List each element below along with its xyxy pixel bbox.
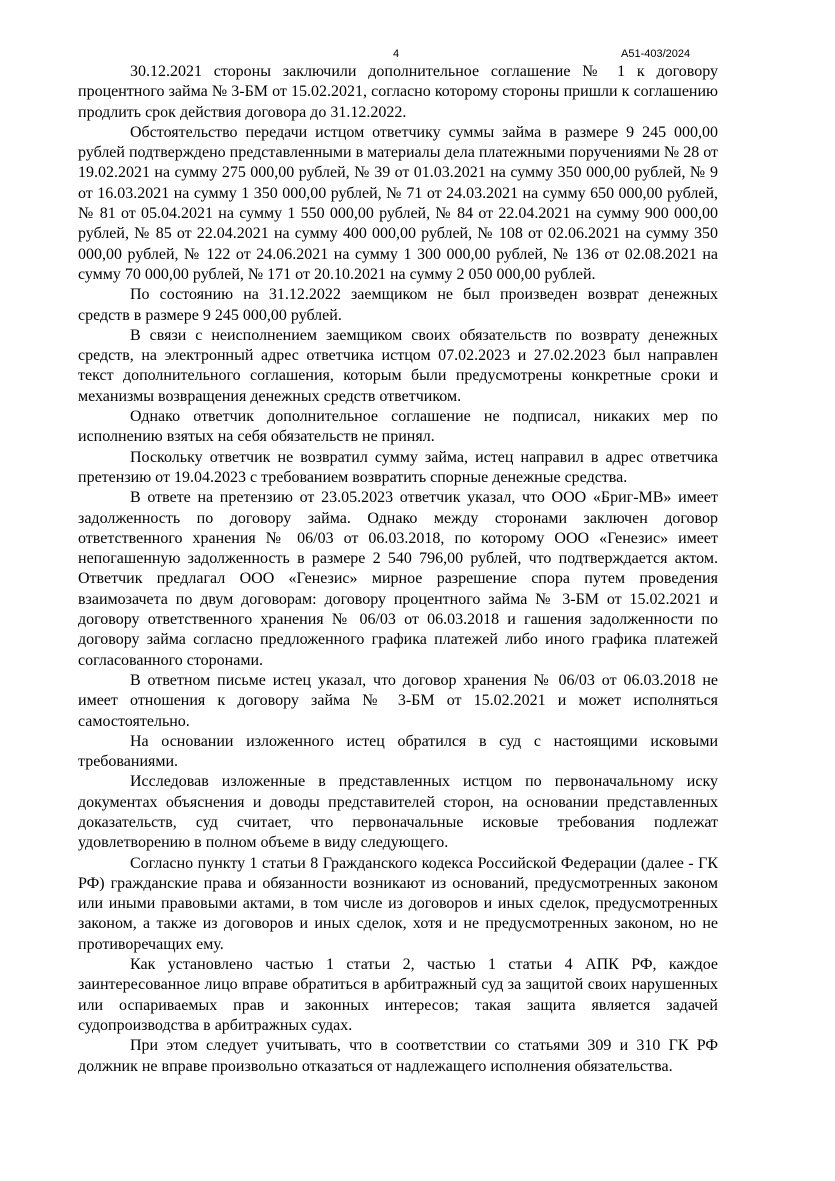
paragraph: В связи с неисполнением заемщиком своих обязательств по возврату денежных средств, на электронный адрес ответчика истцом 07.02.2023 и 27.02.2023 был направлен текст дополнительного соглашения, которым были предусмотрены конкретные сроки и механизмы возвращения денежных средств ответчиком. bbox=[78, 326, 718, 405]
page-number: 4 bbox=[393, 48, 400, 60]
paragraph: 30.12.2021 стороны заключили дополнительное соглашение № 1 к договору процентного займа № 3-БМ от 15.02.2021, согласно которому стороны пришли к соглашению продлить срок действия договора до 31.12.2022. bbox=[78, 63, 718, 121]
paragraph: Обстоятельство передачи истцом ответчику суммы займа в размере 9 245 000,00 рублей подтверждено представленными в материалы дела платежными поручениями № 28 от 19.02.2021 на сумму 275 000,00 рублей, № 39 от 01.03.2021 на сумму 350 000,00 рублей, № 9 от 16.03.2021 на сумму 1 350 000,00 рублей, № 71 от 24.03.2021 на сумму 650 000,00 рублей, № 81 от 05.04.2021 на сумму 1 550 000,00 рублей, № 84 от 22.04.2021 на сумму 900 000,00 рублей, № 85 от 22.04.2021 на сумму 400 000,00 рублей, № 108 от 02.06.2021 на сумму 350 000,00 рублей, № 122 от 24.06.2021 на сумму 1 300 000,00 рублей, № 136 от 02.08.2021 на сумму 70 000,00 рублей, № 171 от 20.10.2021 на сумму 2 050 000,00 рублей. bbox=[78, 123, 718, 283]
paragraph: В ответном письме истец указал, что договор хранения № 06/03 от 06.03.2018 не имеет отношения к договору займа № 3-БМ от 15.02.2021 и может исполняться самостоятельно. bbox=[78, 671, 718, 730]
case-number: А51-403/2024 bbox=[621, 48, 691, 60]
paragraph: Однако ответчик дополнительное соглашение не подписал, никаких мер по исполнению взятых на себя обязательств не принял. bbox=[78, 408, 718, 446]
document-body bbox=[78, 62, 718, 1077]
paragraph: При этом следует учитывать, что в соответствии со статьями 309 и 310 ГК РФ должник не вправе произвольно отказаться от надлежащего исполнения обязательства. bbox=[78, 1037, 718, 1075]
paragraph: По состоянию на 31.12.2022 заемщиком не был произведен возврат денежных средств в размере 9 245 000,00 рублей. bbox=[78, 286, 718, 324]
paragraph: На основании изложенного истец обратился в суд с настоящими исковыми требованиями. bbox=[78, 732, 718, 771]
paragraph: Поскольку ответчик не возвратил сумму займа, истец направил в адрес ответчика претензию от 19.04.2023 с требованием возвратить спорные денежные средства. bbox=[78, 448, 718, 486]
paragraph: Исследовав изложенные в представленных истцом по первоначальному иску документах объяснения и доводы представителей сторон, на основании представленных доказательств, суд считает, что первоначальные исковые требования подлежат удовлетворению в полном объеме в виду следующего. bbox=[78, 773, 718, 852]
paragraph: В ответе на претензию от 23.05.2023 ответчик указал, что ООО «Бриг-МВ» имеет задолженность по договору займа. Однако между сторонами заключен договор ответственного хранения № 06/03 от 06.03.2018, по которому ООО «Генезис» имеет непогашенную задолженность в размере 2 540 796,00 рублей, что подтверждается актом. Ответчик предлагал ООО «Генезис» мирное разрешение спора путем проведения взаимозачета по двум договорам: договору процентного займа № 3-БМ от 15.02.2021 и договору ответственного хранения № 06/03 от 06.03.2018 и гашения задолженности по договору займа согласно предложенного графика платежей либо иного графика платежей согласованного сторонами. bbox=[78, 489, 718, 669]
paragraph: Согласно пункту 1 статьи 8 Гражданского кодекса Российской Федерации (далее - ГК РФ) гражданские права и обязанности возникают из оснований, предусмотренных законом или иными правовыми актами, в том числе из договоров и иных сделок, предусмотренных законом, а также из договоров и иных сделок, хотя и не предусмотренных законом, но не противоречащих ему. bbox=[78, 854, 718, 953]
paragraph: Как установлено частью 1 статьи 2, частью 1 статьи 4 АПК РФ, каждое заинтересованное лицо вправе обратиться в арбитражный суд за защитой своих нарушенных или оспариваемых прав и законных интересов; такая защита является задачей судопроизводства в арбитражных судах. bbox=[78, 956, 718, 1034]
